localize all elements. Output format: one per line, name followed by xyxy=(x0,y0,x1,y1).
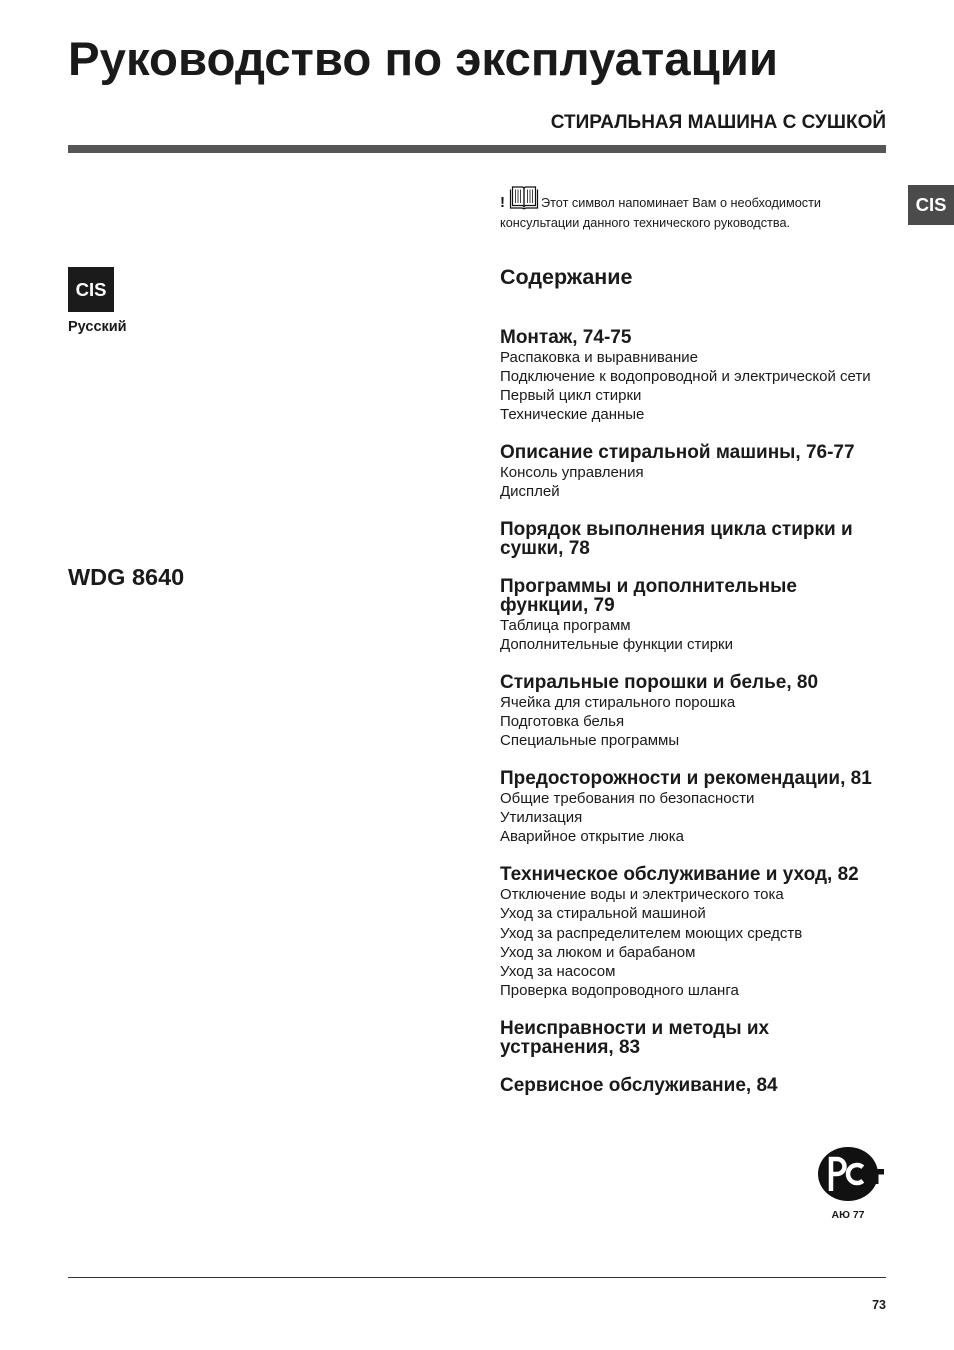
toc-item: Уход за насосом xyxy=(500,963,616,980)
language-badge: CIS xyxy=(68,267,114,312)
toc-section-detergents xyxy=(500,673,872,751)
footer-rule xyxy=(68,1277,886,1278)
toc-item: Утилизация xyxy=(500,809,583,826)
toc-heading-line: Монтаж, 74-75 xyxy=(500,326,632,348)
header-bar xyxy=(68,145,886,153)
toc-item: Специальные программы xyxy=(500,732,680,749)
toc-item: Аварийное открытие люка xyxy=(500,828,684,846)
toc-item: Ячейка для стирального порошка xyxy=(500,693,736,711)
toc-item: Технические данные xyxy=(500,406,645,424)
toc-heading xyxy=(500,769,872,788)
toc-heading-line: Программы и дополнительные xyxy=(500,575,797,597)
toc-heading-line: Порядок выполнения цикла стирки и xyxy=(500,519,853,540)
toc-heading xyxy=(500,328,872,347)
toc-item: Уход за люком и барабаном xyxy=(500,943,696,961)
toc-item: Подключение к водопроводной и электрической сети xyxy=(500,367,871,385)
toc-item: Таблица программ xyxy=(500,616,631,634)
toc-heading-line: устранения, 83 xyxy=(500,1037,641,1058)
toc-item: Уход за стиральной машиной xyxy=(500,905,706,923)
toc-heading-line: сушки, 78 xyxy=(500,538,590,559)
note-text-line: Этот символ напоминает Вам о необходимости xyxy=(541,196,821,210)
toc-section-programmes xyxy=(500,577,872,655)
page-title: Руководство по эксплуатации xyxy=(68,33,779,86)
toc-heading xyxy=(500,1019,872,1057)
toc-heading xyxy=(500,443,872,462)
contents-title: Содержание xyxy=(500,265,633,289)
toc-heading-line: Предосторожности и рекомендации, 81 xyxy=(500,767,872,789)
toc-item: Распаковка и выравнивание xyxy=(500,348,699,366)
toc-item: Первый цикл стирки xyxy=(500,387,642,404)
toc-item: Проверка водопроводного шланга xyxy=(500,982,739,1000)
toc-heading xyxy=(500,673,872,692)
toc-section-installation xyxy=(500,328,872,425)
toc-item: Дополнительные функции стирки xyxy=(500,635,733,653)
attention-mark: ! xyxy=(500,194,505,211)
toc-heading xyxy=(500,577,872,615)
toc-item: Уход за распределителем моющих средств xyxy=(500,924,803,942)
page-subtitle: СТИРАЛЬНАЯ МАШИНА С СУШКОЙ xyxy=(550,112,886,133)
toc-item: Дисплей xyxy=(500,483,560,501)
page-number: 73 xyxy=(872,1298,886,1312)
rostest-certification-mark-icon xyxy=(817,1146,885,1202)
toc-section-wash-dry-cycle xyxy=(500,520,872,558)
toc-item: Консоль управления xyxy=(500,464,644,481)
toc-heading xyxy=(500,520,872,558)
toc-section-precautions xyxy=(500,769,872,847)
language-name: Русский xyxy=(68,319,127,335)
toc-heading xyxy=(500,1076,872,1095)
toc-heading-line: Техническое обслуживание и уход, 82 xyxy=(500,864,859,885)
toc-heading-line: функции, 79 xyxy=(500,594,615,616)
toc-heading xyxy=(500,865,872,884)
contents-list xyxy=(500,328,872,1096)
toc-heading-line: Неисправности и методы их xyxy=(500,1018,770,1039)
toc-section-machine-description xyxy=(500,443,872,502)
toc-item: Отключение воды и электрического тока xyxy=(500,886,784,903)
manual-book-icon xyxy=(509,185,539,210)
toc-item: Общие требования по безопасности xyxy=(500,789,755,807)
side-language-tab: CIS xyxy=(908,185,954,225)
note-text-line: консультации данного технического руководства. xyxy=(500,216,791,230)
toc-heading-line: Сервисное обслуживание, 84 xyxy=(500,1074,778,1096)
model-name: WDG 8640 xyxy=(68,564,185,590)
toc-heading-line: Описание стиральной машины, 76-77 xyxy=(500,442,855,463)
toc-item: Подготовка белья xyxy=(500,712,625,730)
toc-section-maintenance xyxy=(500,865,872,1001)
toc-section-service xyxy=(500,1076,872,1095)
toc-section-troubleshooting xyxy=(500,1019,872,1057)
certification-code: АЮ 77 xyxy=(831,1209,865,1221)
toc-heading-line: Стиральные порошки и белье, 80 xyxy=(500,671,819,693)
